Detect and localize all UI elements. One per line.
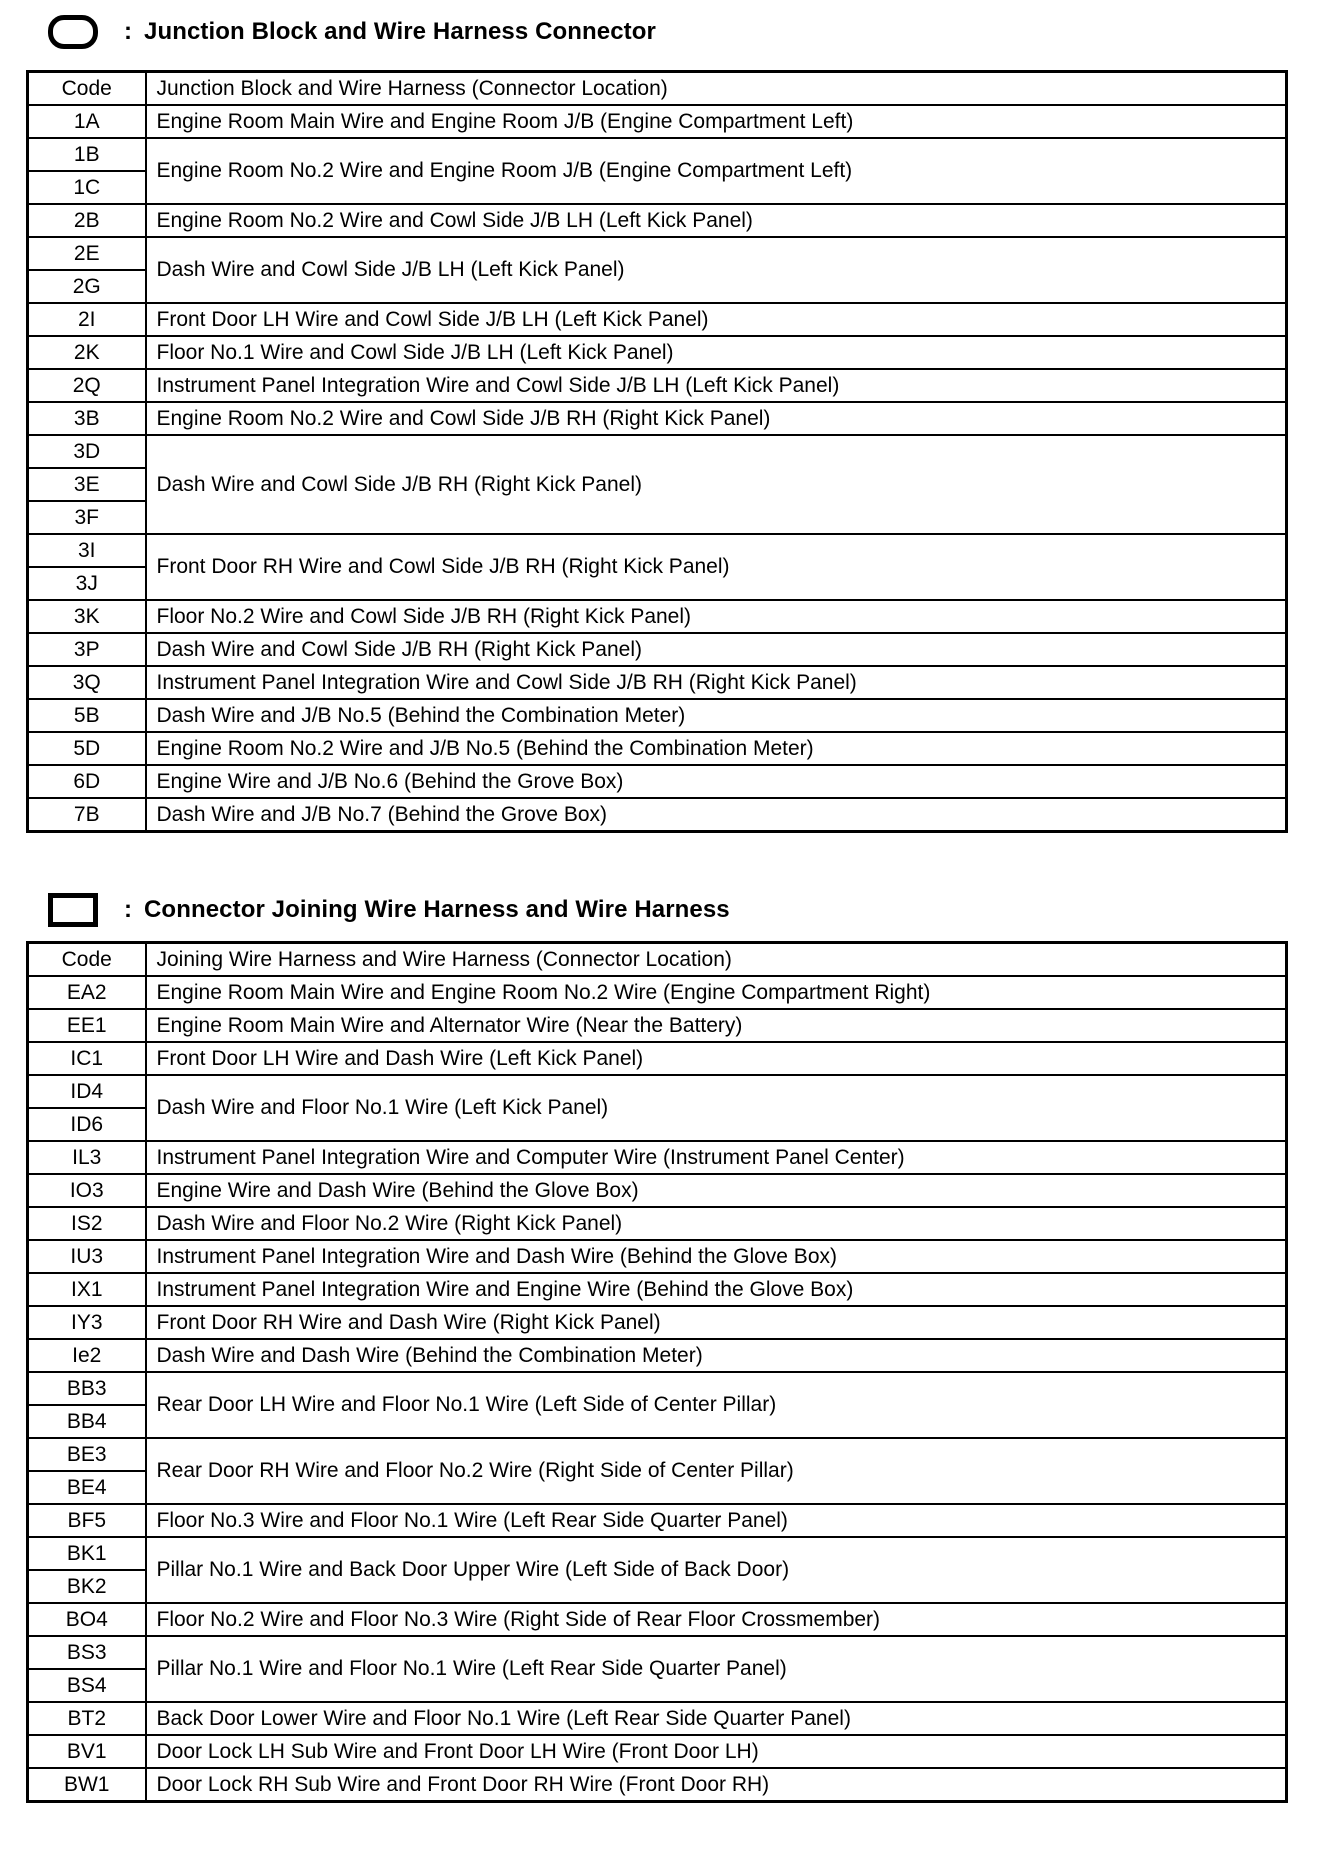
- connector-code: 1C: [28, 171, 146, 204]
- connector-code: 3F: [28, 501, 146, 534]
- connector-code: 3J: [28, 567, 146, 600]
- table-row: [28, 1141, 1287, 1174]
- description-column-header: Junction Block and Wire Harness (Connector Location): [146, 72, 1287, 106]
- connector-location: Front Door RH Wire and Dash Wire (Right Kick Panel): [146, 1306, 1287, 1339]
- connector-code: 2B: [28, 204, 146, 237]
- description-column-header: Joining Wire Harness and Wire Harness (Connector Location): [146, 943, 1287, 977]
- connector-location: Engine Room No.2 Wire and Cowl Side J/B LH (Left Kick Panel): [146, 204, 1287, 237]
- connector-location: Instrument Panel Integration Wire and Dash Wire (Behind the Glove Box): [146, 1240, 1287, 1273]
- connector-location: Instrument Panel Integration Wire and Cowl Side J/B LH (Left Kick Panel): [146, 369, 1287, 402]
- connector-location: Dash Wire and Floor No.2 Wire (Right Kick Panel): [146, 1207, 1287, 1240]
- table-header-row: [28, 943, 1287, 977]
- connector-code: EA2: [28, 976, 146, 1009]
- connector-code: IY3: [28, 1306, 146, 1339]
- section-title: Junction Block and Wire Harness Connector: [144, 18, 656, 45]
- connector-location: Dash Wire and Cowl Side J/B RH (Right Kick Panel): [146, 435, 1287, 534]
- connector-code: BT2: [28, 1702, 146, 1735]
- table-row: [28, 435, 1287, 468]
- connector-location: Instrument Panel Integration Wire and Computer Wire (Instrument Panel Center): [146, 1141, 1287, 1174]
- connector-code: 6D: [28, 765, 146, 798]
- connector-location: Floor No.1 Wire and Cowl Side J/B LH (Left Kick Panel): [146, 336, 1287, 369]
- table-row: [28, 1306, 1287, 1339]
- connector-location: Engine Wire and J/B No.6 (Behind the Grove Box): [146, 765, 1287, 798]
- connector-location: Front Door LH Wire and Dash Wire (Left Kick Panel): [146, 1042, 1287, 1075]
- code-column-header: Code: [28, 72, 146, 106]
- rounded-rectangle-icon: [48, 15, 98, 49]
- heading-colon: :: [124, 896, 132, 923]
- connector-code: 3K: [28, 600, 146, 633]
- table-row: [28, 600, 1287, 633]
- connector-code: ID6: [28, 1108, 146, 1141]
- connector-code: IU3: [28, 1240, 146, 1273]
- table-row: [28, 976, 1287, 1009]
- table-row: [28, 1504, 1287, 1537]
- junction-block-table: [26, 70, 1288, 833]
- connector-location: Door Lock LH Sub Wire and Front Door LH Wire (Front Door LH): [146, 1735, 1287, 1768]
- connector-code: BE3: [28, 1438, 146, 1471]
- table-row: [28, 1339, 1287, 1372]
- connector-code: 5B: [28, 699, 146, 732]
- connector-code: 3B: [28, 402, 146, 435]
- table-row: [28, 1768, 1287, 1802]
- table-row: [28, 633, 1287, 666]
- table-row: [28, 303, 1287, 336]
- connector-joining-table: [26, 941, 1288, 1803]
- table-row: [28, 699, 1287, 732]
- connector-location: Dash Wire and Floor No.1 Wire (Left Kick Panel): [146, 1075, 1287, 1141]
- connector-code: 5D: [28, 732, 146, 765]
- connector-location: Engine Room No.2 Wire and J/B No.5 (Behind the Combination Meter): [146, 732, 1287, 765]
- connector-code: BK2: [28, 1570, 146, 1603]
- connector-code: 2Q: [28, 369, 146, 402]
- connector-code: 3I: [28, 534, 146, 567]
- table-row: [28, 1702, 1287, 1735]
- heading-colon: :: [124, 18, 132, 45]
- connector-location: Engine Room Main Wire and Engine Room J/B (Engine Compartment Left): [146, 105, 1287, 138]
- connector-location: Engine Room No.2 Wire and Cowl Side J/B RH (Right Kick Panel): [146, 402, 1287, 435]
- connector-code: 3D: [28, 435, 146, 468]
- connector-location: Dash Wire and J/B No.5 (Behind the Combination Meter): [146, 699, 1287, 732]
- connector-location: Instrument Panel Integration Wire and Cowl Side J/B RH (Right Kick Panel): [146, 666, 1287, 699]
- section-heading-junction-block: [48, 12, 656, 52]
- table-row: [28, 1603, 1287, 1636]
- connector-location: Rear Door RH Wire and Floor No.2 Wire (Right Side of Center Pillar): [146, 1438, 1287, 1504]
- connector-location: Engine Room Main Wire and Engine Room No.2 Wire (Engine Compartment Right): [146, 976, 1287, 1009]
- table-row: [28, 798, 1287, 832]
- table-row: [28, 1372, 1287, 1405]
- connector-code: BS3: [28, 1636, 146, 1669]
- table-row: [28, 765, 1287, 798]
- connector-code: EE1: [28, 1009, 146, 1042]
- connector-code: BB3: [28, 1372, 146, 1405]
- connector-code: BV1: [28, 1735, 146, 1768]
- table-row: [28, 1009, 1287, 1042]
- connector-code: IS2: [28, 1207, 146, 1240]
- connector-code: 3Q: [28, 666, 146, 699]
- table-row: [28, 237, 1287, 270]
- connector-location: Floor No.2 Wire and Floor No.3 Wire (Right Side of Rear Floor Crossmember): [146, 1603, 1287, 1636]
- connector-location: Dash Wire and Dash Wire (Behind the Combination Meter): [146, 1339, 1287, 1372]
- table-row: [28, 1273, 1287, 1306]
- connector-code: IC1: [28, 1042, 146, 1075]
- connector-location: Back Door Lower Wire and Floor No.1 Wire (Left Rear Side Quarter Panel): [146, 1702, 1287, 1735]
- connector-code: 2I: [28, 303, 146, 336]
- table-row: [28, 534, 1287, 567]
- connector-code: BK1: [28, 1537, 146, 1570]
- connector-code: IO3: [28, 1174, 146, 1207]
- connector-location: Instrument Panel Integration Wire and Engine Wire (Behind the Glove Box): [146, 1273, 1287, 1306]
- connector-code: BW1: [28, 1768, 146, 1802]
- connector-code: 1B: [28, 138, 146, 171]
- connector-location: Pillar No.1 Wire and Floor No.1 Wire (Left Rear Side Quarter Panel): [146, 1636, 1287, 1702]
- table-row: [28, 369, 1287, 402]
- table-row: [28, 732, 1287, 765]
- connector-location: Dash Wire and J/B No.7 (Behind the Grove Box): [146, 798, 1287, 832]
- table-row: [28, 1537, 1287, 1570]
- table-row: [28, 1207, 1287, 1240]
- connector-code: Ie2: [28, 1339, 146, 1372]
- connector-location: Floor No.2 Wire and Cowl Side J/B RH (Right Kick Panel): [146, 600, 1287, 633]
- connector-location: Front Door RH Wire and Cowl Side J/B RH (Right Kick Panel): [146, 534, 1287, 600]
- table-header-row: [28, 72, 1287, 106]
- junction-block-table-body: [28, 105, 1287, 832]
- connector-location: Door Lock RH Sub Wire and Front Door RH Wire (Front Door RH): [146, 1768, 1287, 1802]
- table-row: [28, 204, 1287, 237]
- connector-code: 2G: [28, 270, 146, 303]
- table-row: [28, 1240, 1287, 1273]
- table-row: [28, 1735, 1287, 1768]
- table-row: [28, 1174, 1287, 1207]
- table-row: [28, 1636, 1287, 1669]
- square-icon: [48, 893, 98, 927]
- connector-location: Engine Wire and Dash Wire (Behind the Glove Box): [146, 1174, 1287, 1207]
- connector-code: ID4: [28, 1075, 146, 1108]
- connector-location: Front Door LH Wire and Cowl Side J/B LH (Left Kick Panel): [146, 303, 1287, 336]
- connector-code: 2E: [28, 237, 146, 270]
- connector-code: BB4: [28, 1405, 146, 1438]
- table-row: [28, 1075, 1287, 1108]
- table-row: [28, 402, 1287, 435]
- connector-code: 2K: [28, 336, 146, 369]
- connector-code: BE4: [28, 1471, 146, 1504]
- connector-location: Dash Wire and Cowl Side J/B RH (Right Kick Panel): [146, 633, 1287, 666]
- section-title: Connector Joining Wire Harness and Wire Harness: [144, 896, 730, 923]
- table-row: [28, 138, 1287, 171]
- connector-code: BF5: [28, 1504, 146, 1537]
- connector-code: 3P: [28, 633, 146, 666]
- section-heading-connector-joining: [48, 890, 730, 930]
- connector-code: 7B: [28, 798, 146, 832]
- table-row: [28, 1042, 1287, 1075]
- connector-code: IX1: [28, 1273, 146, 1306]
- connector-code: 1A: [28, 105, 146, 138]
- connector-location: Rear Door LH Wire and Floor No.1 Wire (Left Side of Center Pillar): [146, 1372, 1287, 1438]
- connector-code: 3E: [28, 468, 146, 501]
- table-row: [28, 105, 1287, 138]
- connector-code: BS4: [28, 1669, 146, 1702]
- table-row: [28, 336, 1287, 369]
- connector-joining-table-body: [28, 976, 1287, 1802]
- connector-code: BO4: [28, 1603, 146, 1636]
- connector-location: Engine Room No.2 Wire and Engine Room J/B (Engine Compartment Left): [146, 138, 1287, 204]
- connector-location: Dash Wire and Cowl Side J/B LH (Left Kick Panel): [146, 237, 1287, 303]
- connector-location: Pillar No.1 Wire and Back Door Upper Wire (Left Side of Back Door): [146, 1537, 1287, 1603]
- table-row: [28, 666, 1287, 699]
- connector-location: Engine Room Main Wire and Alternator Wire (Near the Battery): [146, 1009, 1287, 1042]
- connector-code: IL3: [28, 1141, 146, 1174]
- code-column-header: Code: [28, 943, 146, 977]
- table-row: [28, 1438, 1287, 1471]
- connector-location: Floor No.3 Wire and Floor No.1 Wire (Left Rear Side Quarter Panel): [146, 1504, 1287, 1537]
